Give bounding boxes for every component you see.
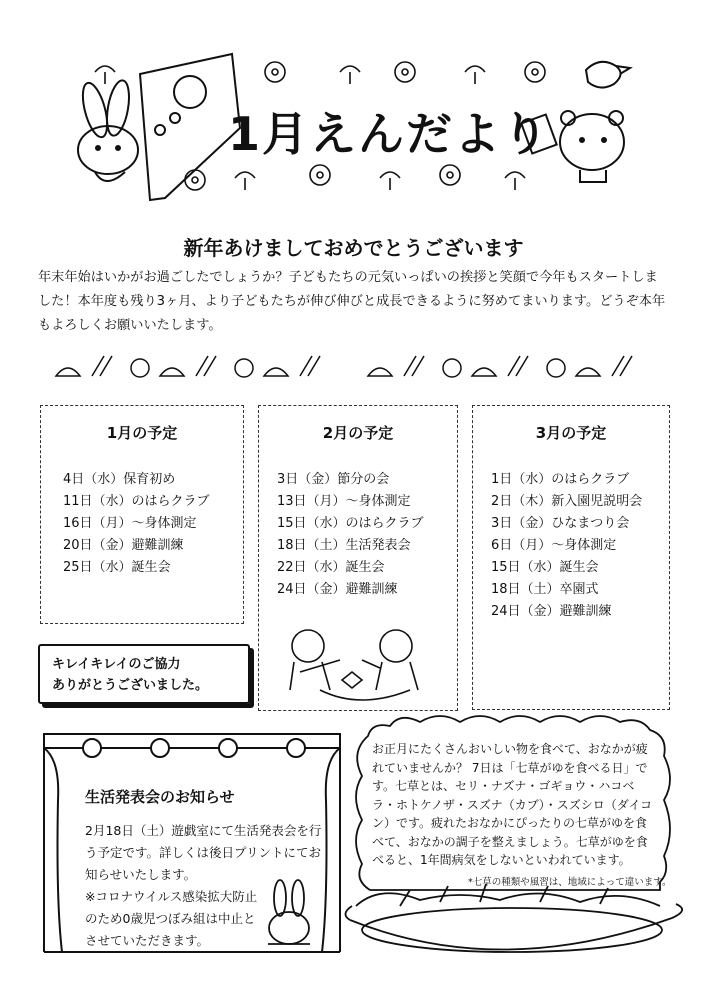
schedule-box-february <box>258 405 458 711</box>
recital-notice-title: 生活発表会のお知らせ <box>85 788 235 806</box>
plum-flower-icon <box>395 62 415 82</box>
plum-flower-icon <box>547 359 565 377</box>
list-item: 15日（水）のはらクラブ <box>277 516 424 531</box>
bamboo-leaf-icon <box>508 356 528 376</box>
schedule-box-january <box>40 405 244 624</box>
plum-flower-icon <box>310 165 330 185</box>
greeting-body: 年末年始はいかがお過ごしたでしょうか？子どもたちの元気いっぱいの挨拶と笑顔で今年もスタートしました！本年度も残り3ヶ月、より子どもたちが伸び伸びと成長できるように努めてまいります。どうぞ本年もよろしくお願いいたします。 <box>38 270 666 333</box>
pine-branch-icon <box>576 368 600 376</box>
plum-flower-icon <box>185 170 205 190</box>
list-item: 22日（水）誕生会 <box>277 560 385 575</box>
list-item: 6日（月）～身体測定 <box>491 538 617 553</box>
schedule-list <box>473 469 669 623</box>
plum-flower-icon <box>219 739 237 757</box>
list-item: 13日（月）～身体測定 <box>277 494 411 509</box>
plum-flower-icon <box>265 62 285 82</box>
list-item: 2日（木）新入園児説明会 <box>491 494 643 509</box>
schedule-box-march <box>472 405 670 710</box>
pine-branch-icon <box>264 368 288 376</box>
list-item: 3日（金）ひなまつり会 <box>491 516 630 531</box>
list-item: 1日（水）のはらクラブ <box>491 472 630 487</box>
rabbit-illustration-icon <box>78 79 138 181</box>
new-year-greeting-heading: 新年あけましておめでとうございます <box>183 236 524 260</box>
pine-branch-icon <box>95 66 115 84</box>
bird-icon <box>586 62 630 88</box>
list-item: 18日（土）生活発表会 <box>277 538 411 553</box>
plum-flower-icon <box>235 359 253 377</box>
schedule-list <box>41 469 243 579</box>
recital-notice-caveat: ※コロナウイルス感染拡大防止のため0歳児つぼみ組は中止とさせていただきます。 <box>85 889 258 948</box>
thanks-line-1: キレイキレイのご協力 <box>52 657 181 672</box>
list-item: 3日（金）節分の会 <box>277 472 390 487</box>
thanks-line-2: ありがとうございました。 <box>52 678 209 693</box>
bamboo-leaf-icon <box>404 356 424 376</box>
pine-branch-icon <box>56 368 80 376</box>
pine-branch-icon <box>505 172 525 190</box>
list-item: 24日（金）避難訓練 <box>491 604 612 619</box>
nanakusa-footnote: *七草の種類や風習は、地域によって違います。 <box>468 877 672 888</box>
thanks-box <box>38 644 250 704</box>
list-item: 20日（金）避難訓練 <box>63 538 184 553</box>
list-item: 25日（水）誕生会 <box>63 560 171 575</box>
list-item: 11日（水）のはらクラブ <box>63 494 210 509</box>
pine-branch-icon <box>340 66 360 84</box>
plum-flower-icon <box>443 359 461 377</box>
nanakusa-text: お正月にたくさんおいしい物を食べて、おなかが疲れていませんか？ 7日は「七草がゆを食べる日」です。七草とは、セリ・ナズナ・ゴギョウ・ハコベラ・ホトケノザ・スズナ（カブ）・スズシロ（ダイコン）です。疲れたおなかにぴったりの七草がゆを食べて、おなかの調子を整えましょう。七草がゆを食べると、1年間病気をしないといわれています。 <box>372 742 653 867</box>
plum-flower-icon <box>525 62 545 82</box>
pine-branch-icon <box>380 172 400 190</box>
bamboo-leaf-icon <box>196 356 216 376</box>
schedule-title: 3月の予定 <box>535 424 607 442</box>
recital-notice-body <box>85 820 325 952</box>
list-item: 16日（月）～身体測定 <box>63 516 197 531</box>
nanakusa-greens-icon <box>345 884 682 952</box>
list-item: 4日（水）保育初め <box>63 472 176 487</box>
schedule-title: 2月の予定 <box>322 424 394 442</box>
pine-branch-icon <box>472 368 496 376</box>
hagoita-paddle-icon <box>140 54 240 200</box>
plum-flower-icon <box>83 739 101 757</box>
newsletter-title: 1月えんだより <box>228 107 551 161</box>
pine-branch-icon <box>235 172 255 190</box>
schedule-list <box>259 469 457 601</box>
bamboo-leaf-icon <box>92 356 112 376</box>
pine-branch-icon <box>160 368 184 376</box>
schedule-title: 1月の予定 <box>106 424 178 442</box>
list-item: 15日（水）誕生会 <box>491 560 599 575</box>
pine-branch-icon <box>368 368 392 376</box>
list-item: 24日（金）避難訓練 <box>277 582 398 597</box>
plum-flower-icon <box>151 739 169 757</box>
plum-flower-icon <box>131 359 149 377</box>
bamboo-leaf-icon <box>300 356 320 376</box>
pine-branch-icon <box>465 66 485 84</box>
plum-flower-icon <box>287 739 305 757</box>
list-item: 18日（土）卒園式 <box>491 582 599 597</box>
plum-flower-icon <box>440 165 460 185</box>
recital-notice-text: 2月18日（土）遊戯室にて生活発表会を行う予定です。詳しくは後日プリントにてお知らせいたします。 <box>85 823 322 882</box>
bamboo-leaf-icon <box>612 356 632 376</box>
